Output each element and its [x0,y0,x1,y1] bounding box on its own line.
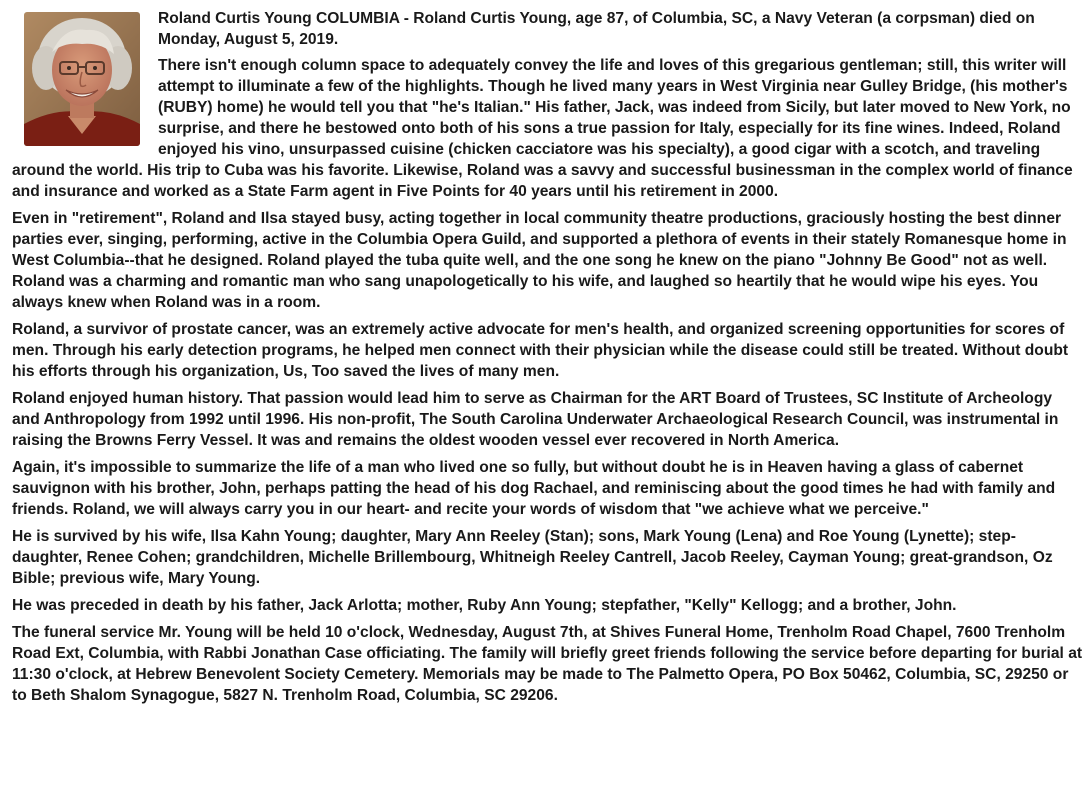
closing-tribute-paragraph: Again, it's impossible to summarize the life of a man who lived one so fully, but without doubt he is in Heaven having a glass of cabernet sauvignon with his brother, John, perhaps patting the head of his dog Rachael, and reminiscing about the good times he had with family and friends. Roland, we will always carry you in our heart- and recite your words of wisdom that "we achieve what we perceive." [12,459,1056,518]
obituary-headline-paragraph: Roland Curtis Young COLUMBIA - Roland Curtis Young, age 87, of Columbia, SC, a Navy Veteran (a corpsman) died on Monday, August 5, 2019. [158,10,1035,48]
history-paragraph: Roland enjoyed human history. That passion would lead him to serve as Chairman for the ART Board of Trustees, SC Institute of Archeology and Anthropology from 1992 until 1996. His non-profit, The South Carolina Underwater Archaeological Research Council, was instrumental in raising the Browns Ferry Vessel. It was and remains the oldest wooden vessel ever recovered in North America. [12,390,1059,449]
life-summary-paragraph: There isn't enough column space to adequately convey the life and loves of this gregarious gentleman; still, this writer will attempt to illuminate a few of the highlights. Though he lived many years in West Virginia near Gulley Bridge, (his mother's (RUBY) home) he would tell you that "he's Italian." His father, Jack, was indeed from Sicily, but later moved to New York, no surprise, and there he bestowed onto both of his sons a true passion for Italy, especially for its fine wines. Indeed, Roland enjoyed his vino, unsurpassed cuisine (chicken cacciatore was his specialty), a good cigar with a scotch, and traveling around the world. His trip to Cuba was his favorite. Likewise, Roland was a savvy and successful businessman in the complex world of finance and insurance and worked as a State Farm agent in Five Points for 40 years until his retirement in 2000. [12,57,1073,200]
survivors-paragraph: He is survived by his wife, Ilsa Kahn Young; daughter, Mary Ann Reeley (Stan); sons, Mark Young (Lena) and Roe Young (Lynette); step-daughter, Renee Cohen; grandchildren, Michelle Brillembourg, Whitneigh Reeley Cantrell, Jacob Reeley, Cayman Young; great-grandson, Oz Bible; previous wife, Mary Young. [12,528,1053,587]
funeral-service-paragraph: The funeral service Mr. Young will be held 10 o'clock, Wednesday, August 7th, at Shives Funeral Home, Trenholm Road Chapel, 7600 Trenholm Road Ext, Columbia, with Rabbi Jonathan Case officiating. The family will briefly greet friends following the service before departing for burial at 11:30 o'clock, at Hebrew Benevolent Society Cemetery. Memorials may be made to The Palmetto Opera, PO Box 50462, Columbia, SC, 29250 or to Beth Shalom Synagogue, 5827 N. Trenholm Road, Columbia, SC 29206. [12,624,1083,704]
retirement-paragraph: Even in "retirement", Roland and Ilsa stayed busy, acting together in local community theatre productions, graciously hosting the best dinner parties ever, singing, performing, active in the Columbia Opera Guild, and supported a plethora of events in their stately Romanesque home in West Columbia--that he designed. Roland played the tuba quite well, and the one song he knew on the piano "Johnny Be Good" not as well. Roland was a charming and romantic man who sang unapologetically to his wife, and laughed so heartily that he would wipe his eyes. You always knew when Roland was in a room. [12,210,1067,311]
portrait-photo [24,12,140,146]
portrait-image [24,12,140,146]
preceded-in-death-paragraph: He was preceded in death by his father, Jack Arlotta; mother, Ruby Ann Young; stepfather, "Kelly" Kellogg; and a brother, John. [12,597,957,614]
health-advocacy-paragraph: Roland, a survivor of prostate cancer, was an extremely active advocate for men's health, and organized screening opportunities for scores of men. Through his early detection programs, he helped men connect with their physician while the disease could still be treated. Without doubt his efforts through his organization, Us, Too saved the lives of many men. [12,321,1069,380]
